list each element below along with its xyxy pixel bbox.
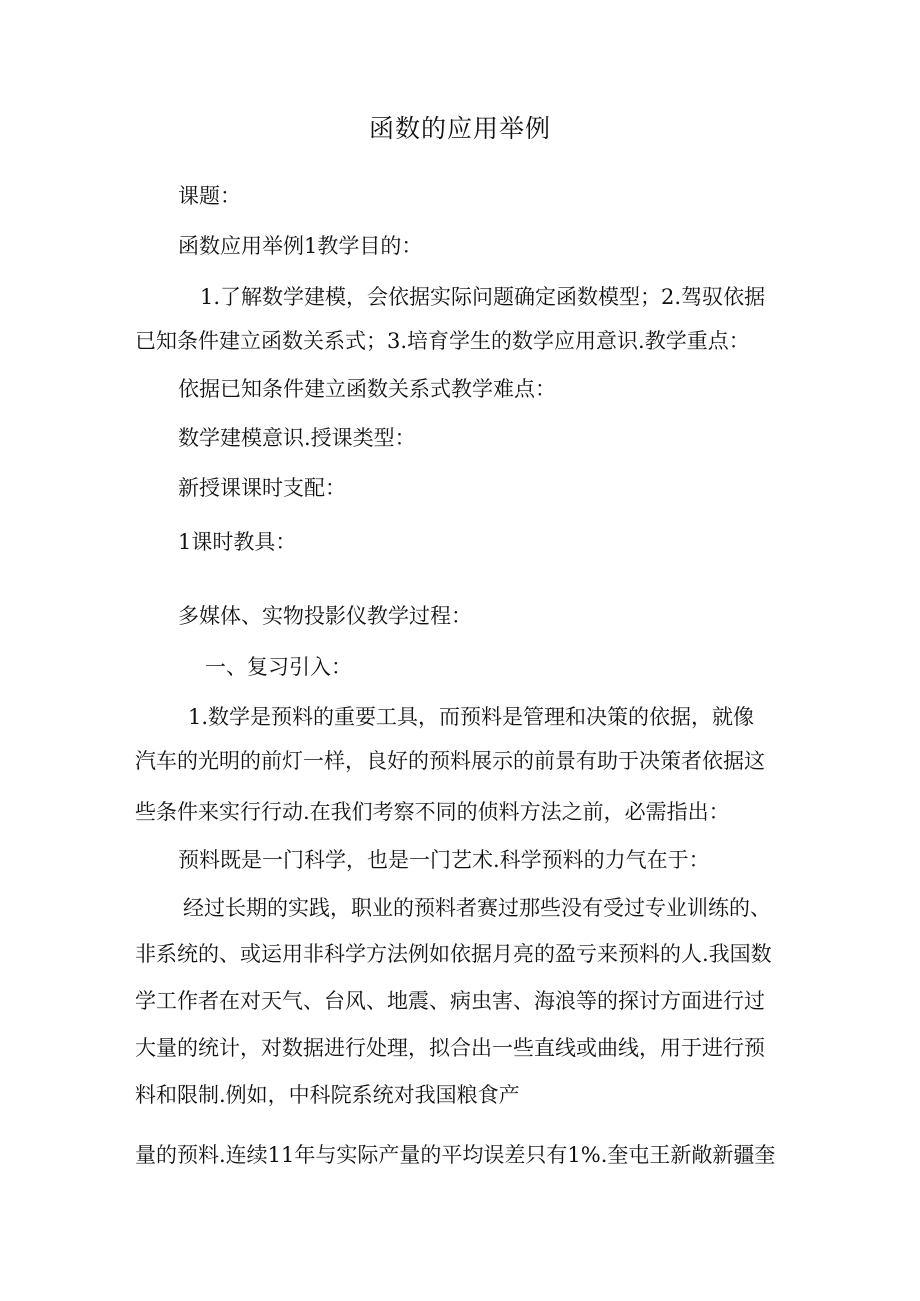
paragraph-1-line-2: 汽车的光明的前灯一样，良好的预料展示的前景有助于决策者依据这 <box>135 749 765 773</box>
paragraph-3-line-1: 经过长期的实践，职业的预料者赛过那些没有受过专业训练的、 <box>183 896 771 920</box>
objective-line-2: 已知条件建立函数关系式；3.培育学生的数学应用意识.教学重点： <box>135 329 750 353</box>
key-point-line: 依据已知条件建立函数关系式教学难点： <box>178 377 556 401</box>
paragraph-3-line-2: 非系统的、或运用非科学方法例如依据月亮的盈亏来预料的人.我国数 <box>135 942 772 966</box>
paragraph-2-line-1: 预料既是一门科学，也是一门艺术.科学预料的力气在于： <box>178 848 710 872</box>
objective-line-1: 1.了解数学建模，会依据实际问题确定函数模型；2.驾驭依据 <box>200 285 766 309</box>
paragraph-4-line-1: 量的预料.连续11年与实际产量的平均误差只有1%.奎屯王新敞新疆奎 <box>135 1143 776 1167</box>
section-heading-review: 一、复习引入： <box>205 655 352 679</box>
document-title: 函数的应用举例 <box>368 114 551 143</box>
lesson-type-line: 新授课课时支配： <box>178 476 346 500</box>
lesson-name-objective: 函数应用举例1教学目的： <box>178 234 423 258</box>
paragraph-3-line-5: 料和限制.例如，中科院系统对我国粮食产 <box>135 1083 520 1107</box>
paragraph-1-line-3: 些条件来实行行动.在我们考察不同的侦料方法之前，必需指出： <box>135 800 730 824</box>
paragraph-1-line-1: 1.数学是预料的重要工具，而预料是管理和决策的依据，就像 <box>188 705 755 729</box>
teaching-aids-line: 多媒体、实物投影仪教学过程： <box>178 604 472 628</box>
difficulty-line: 数学建模意识.授课类型： <box>178 426 416 450</box>
lesson-topic-label: 课题： <box>178 184 241 208</box>
paragraph-3-line-3: 学工作者在对天气、台风、地震、病虫害、海浪等的探讨方面进行过 <box>135 989 765 1013</box>
class-hours-line: 1课时教具： <box>178 530 297 554</box>
paragraph-3-line-4: 大量的统计，对数据进行处理，拟合出一些直线或曲线，用于进行预 <box>135 1036 765 1060</box>
